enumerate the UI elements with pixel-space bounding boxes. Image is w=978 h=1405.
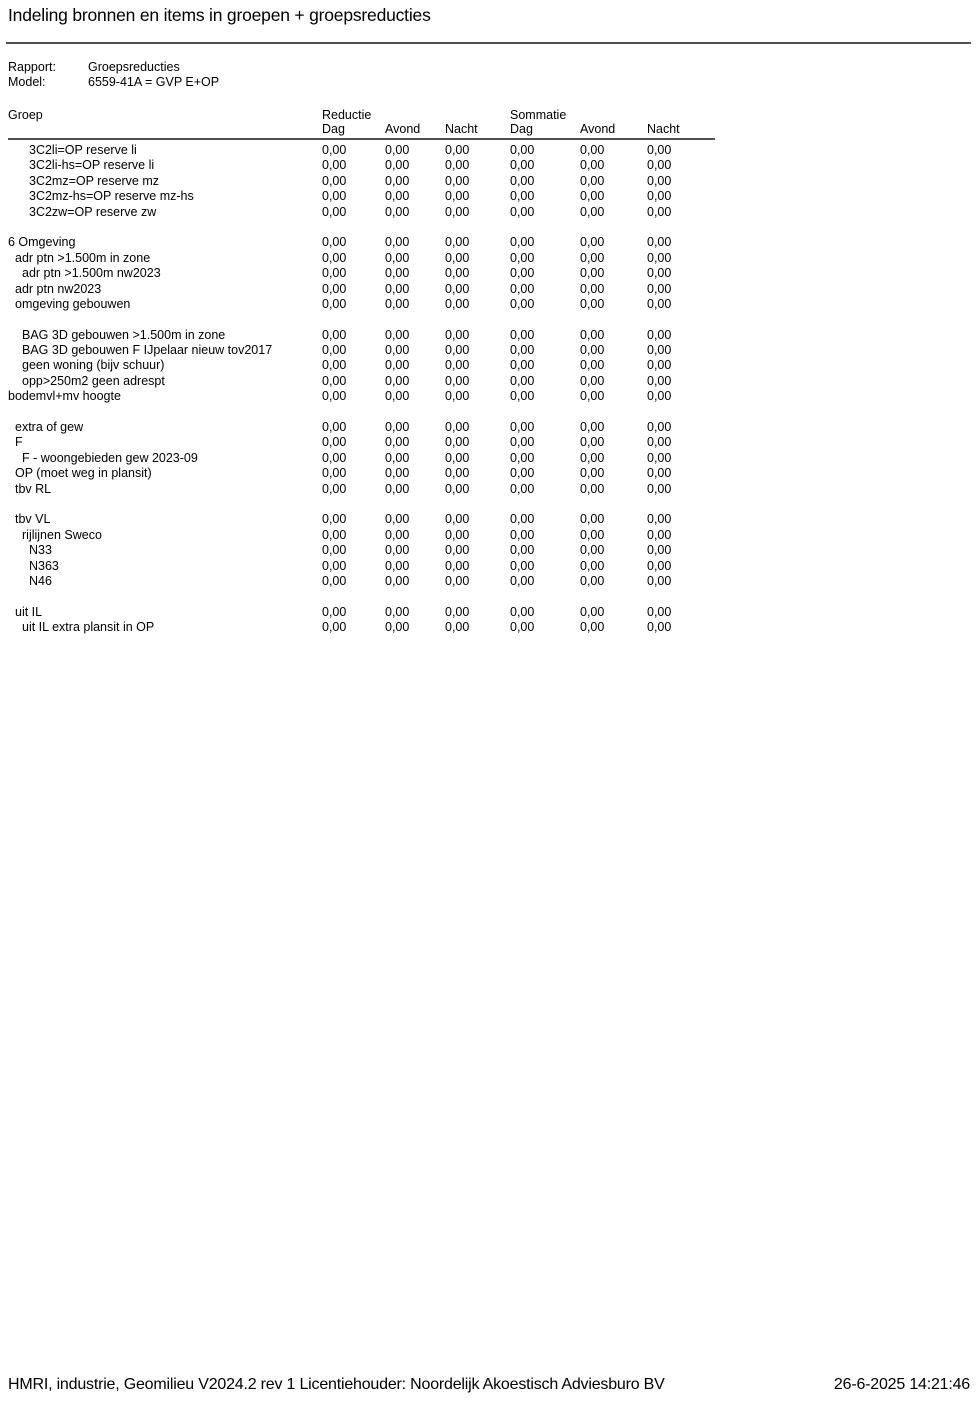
group-label: uit IL xyxy=(15,604,43,619)
value-cell: 0,00 xyxy=(510,481,535,496)
value-cell: 0,00 xyxy=(510,266,535,281)
table-row xyxy=(8,389,715,404)
value-cell: 0,00 xyxy=(580,620,605,635)
value-cell: 0,00 xyxy=(510,204,535,219)
value-cell: 0,00 xyxy=(385,296,410,311)
groepsreducties-table xyxy=(8,108,715,635)
value-cell: 0,00 xyxy=(385,466,410,481)
value-cell: 0,00 xyxy=(385,235,410,250)
group-label: uit IL extra plansit in OP xyxy=(22,620,155,635)
value-cell: 0,00 xyxy=(322,204,347,219)
group-label: BAG 3D gebouwen F IJpelaar nieuw tov2017 xyxy=(22,343,273,358)
table-row xyxy=(8,282,715,297)
value-cell: 0,00 xyxy=(445,420,470,435)
table-row xyxy=(8,466,715,481)
meta-row-model xyxy=(8,75,219,90)
value-cell: 0,00 xyxy=(647,389,672,404)
footer-license-text: HMRI, industrie, Geomilieu V2024.2 rev 1 Licentiehouder: Noordelijk Akoestisch Adviesburo BV xyxy=(8,1376,665,1393)
group-label: extra of gew xyxy=(15,420,84,435)
group-label: 3C2mz-hs=OP reserve mz-hs xyxy=(29,189,194,204)
value-cell: 0,00 xyxy=(510,327,535,342)
value-cell: 0,00 xyxy=(445,266,470,281)
value-cell: 0,00 xyxy=(322,358,347,373)
value-cell: 0,00 xyxy=(510,189,535,204)
value-cell: 0,00 xyxy=(385,389,410,404)
group-label: BAG 3D gebouwen >1.500m in zone xyxy=(22,327,226,342)
value-cell: 0,00 xyxy=(445,512,470,527)
value-cell: 0,00 xyxy=(322,604,347,619)
table-row xyxy=(8,420,715,435)
group-label: geen woning (bijv schuur) xyxy=(22,358,165,373)
value-cell: 0,00 xyxy=(385,204,410,219)
value-cell: 0,00 xyxy=(647,173,672,188)
value-cell: 0,00 xyxy=(385,450,410,465)
value-cell: 0,00 xyxy=(647,204,672,219)
value-cell: 0,00 xyxy=(322,527,347,542)
value-cell: 0,00 xyxy=(647,573,672,588)
value-cell: 0,00 xyxy=(647,604,672,619)
value-cell: 0,00 xyxy=(445,527,470,542)
group-label: tbv VL xyxy=(15,512,51,527)
column-header-reductie-dag: Dag xyxy=(322,122,345,137)
table-row xyxy=(8,174,715,189)
value-cell: 0,00 xyxy=(580,435,605,450)
value-cell: 0,00 xyxy=(445,604,470,619)
value-cell: 0,00 xyxy=(445,435,470,450)
group-label: rijlijnen Sweco xyxy=(22,527,102,542)
column-header-reductie: Reductie xyxy=(322,108,372,122)
value-cell: 0,00 xyxy=(647,250,672,265)
table-row xyxy=(8,358,715,373)
value-cell: 0,00 xyxy=(445,343,470,358)
value-cell: 0,00 xyxy=(510,420,535,435)
value-cell: 0,00 xyxy=(385,620,410,635)
column-header-spacer xyxy=(8,123,322,137)
group-label: 3C2li=OP reserve li xyxy=(29,142,137,157)
column-header-groep: Groep xyxy=(8,108,43,122)
footer-timestamp: 26-6-2025 14:21:46 xyxy=(833,1376,970,1393)
group-label: N46 xyxy=(29,573,52,588)
value-cell: 0,00 xyxy=(385,281,410,296)
value-cell: 0,00 xyxy=(445,373,470,388)
value-cell: 0,00 xyxy=(510,450,535,465)
group-label: 3C2li-hs=OP reserve li xyxy=(29,158,155,173)
group-label: 3C2mz=OP reserve mz xyxy=(29,173,160,188)
table-row xyxy=(8,435,715,450)
value-cell: 0,00 xyxy=(445,158,470,173)
value-cell: 0,00 xyxy=(322,466,347,481)
value-cell: 0,00 xyxy=(385,604,410,619)
rapport-label: Rapport: xyxy=(8,60,56,74)
value-cell: 0,00 xyxy=(510,173,535,188)
value-cell: 0,00 xyxy=(510,142,535,157)
value-cell: 0,00 xyxy=(580,373,605,388)
value-cell: 0,00 xyxy=(647,235,672,250)
group-label: 3C2zw=OP reserve zw xyxy=(29,204,157,219)
table-row xyxy=(8,235,715,250)
value-cell: 0,00 xyxy=(647,158,672,173)
table-row xyxy=(8,251,715,266)
value-cell: 0,00 xyxy=(647,543,672,558)
value-cell: 0,00 xyxy=(322,266,347,281)
table-gap-row xyxy=(8,405,715,420)
value-cell: 0,00 xyxy=(322,327,347,342)
value-cell: 0,00 xyxy=(322,543,347,558)
page-title: Indeling bronnen en items in groepen + groepsreducties xyxy=(8,5,431,25)
table-gap-row xyxy=(8,497,715,512)
table-row xyxy=(8,374,715,389)
value-cell: 0,00 xyxy=(322,512,347,527)
value-cell: 0,00 xyxy=(510,358,535,373)
rapport-value: Groepsreducties xyxy=(88,60,180,74)
value-cell: 0,00 xyxy=(322,450,347,465)
value-cell: 0,00 xyxy=(385,573,410,588)
value-cell: 0,00 xyxy=(580,543,605,558)
value-cell: 0,00 xyxy=(510,296,535,311)
value-cell: 0,00 xyxy=(580,420,605,435)
model-label: Model: xyxy=(8,75,46,90)
value-cell: 0,00 xyxy=(445,296,470,311)
value-cell: 0,00 xyxy=(580,389,605,404)
value-cell: 0,00 xyxy=(322,142,347,157)
value-cell: 0,00 xyxy=(445,450,470,465)
value-cell: 0,00 xyxy=(445,327,470,342)
value-cell: 0,00 xyxy=(445,481,470,496)
value-cell: 0,00 xyxy=(647,620,672,635)
value-cell: 0,00 xyxy=(580,558,605,573)
value-cell: 0,00 xyxy=(647,466,672,481)
value-cell: 0,00 xyxy=(445,558,470,573)
report-meta xyxy=(8,60,219,91)
value-cell: 0,00 xyxy=(647,435,672,450)
group-label: bodemvl+mv hoogte xyxy=(8,389,121,404)
value-cell: 0,00 xyxy=(445,204,470,219)
table-row xyxy=(8,620,715,635)
value-cell: 0,00 xyxy=(647,512,672,527)
value-cell: 0,00 xyxy=(510,558,535,573)
group-label: opp>250m2 geen adrespt xyxy=(22,373,165,388)
value-cell: 0,00 xyxy=(647,281,672,296)
column-header-sommatie-dag: Dag xyxy=(510,122,533,137)
value-cell: 0,00 xyxy=(510,543,535,558)
value-cell: 0,00 xyxy=(385,343,410,358)
table-row xyxy=(8,528,715,543)
table-row xyxy=(8,297,715,312)
value-cell: 0,00 xyxy=(385,358,410,373)
title-divider-rule xyxy=(6,42,971,44)
value-cell: 0,00 xyxy=(322,250,347,265)
value-cell: 0,00 xyxy=(385,512,410,527)
value-cell: 0,00 xyxy=(510,235,535,250)
value-cell: 0,00 xyxy=(385,558,410,573)
group-label: N33 xyxy=(29,543,52,558)
column-header-sommatie-avond: Avond xyxy=(580,122,616,137)
group-label: F - woongebieden gew 2023-09 xyxy=(22,450,198,465)
value-cell: 0,00 xyxy=(647,266,672,281)
value-cell: 0,00 xyxy=(580,142,605,157)
column-header-sommatie: Sommatie xyxy=(510,108,567,122)
value-cell: 0,00 xyxy=(580,450,605,465)
group-label: adr ptn nw2023 xyxy=(15,281,102,296)
value-cell: 0,00 xyxy=(580,512,605,527)
value-cell: 0,00 xyxy=(580,466,605,481)
value-cell: 0,00 xyxy=(510,158,535,173)
table-row xyxy=(8,543,715,558)
value-cell: 0,00 xyxy=(510,466,535,481)
value-cell: 0,00 xyxy=(580,173,605,188)
value-cell: 0,00 xyxy=(647,189,672,204)
table-gap-row xyxy=(8,312,715,327)
value-cell: 0,00 xyxy=(445,389,470,404)
value-cell: 0,00 xyxy=(445,142,470,157)
value-cell: 0,00 xyxy=(580,343,605,358)
value-cell: 0,00 xyxy=(322,235,347,250)
table-row xyxy=(8,143,715,158)
value-cell: 0,00 xyxy=(445,189,470,204)
table-row xyxy=(8,205,715,220)
value-cell: 0,00 xyxy=(445,358,470,373)
value-cell: 0,00 xyxy=(580,358,605,373)
value-cell: 0,00 xyxy=(322,158,347,173)
value-cell: 0,00 xyxy=(510,281,535,296)
value-cell: 0,00 xyxy=(580,527,605,542)
value-cell: 0,00 xyxy=(445,620,470,635)
value-cell: 0,00 xyxy=(385,435,410,450)
value-cell: 0,00 xyxy=(647,343,672,358)
value-cell: 0,00 xyxy=(580,250,605,265)
value-cell: 0,00 xyxy=(580,235,605,250)
table-row xyxy=(8,266,715,281)
table-row xyxy=(8,482,715,497)
value-cell: 0,00 xyxy=(647,420,672,435)
value-cell: 0,00 xyxy=(580,189,605,204)
table-header-periods xyxy=(8,123,715,137)
value-cell: 0,00 xyxy=(580,266,605,281)
value-cell: 0,00 xyxy=(385,142,410,157)
value-cell: 0,00 xyxy=(322,558,347,573)
table-gap-row xyxy=(8,589,715,604)
value-cell: 0,00 xyxy=(647,450,672,465)
table-row xyxy=(8,605,715,620)
value-cell: 0,00 xyxy=(647,558,672,573)
value-cell: 0,00 xyxy=(322,189,347,204)
value-cell: 0,00 xyxy=(580,281,605,296)
value-cell: 0,00 xyxy=(385,158,410,173)
value-cell: 0,00 xyxy=(322,343,347,358)
value-cell: 0,00 xyxy=(510,343,535,358)
table-gap-row xyxy=(8,220,715,235)
value-cell: 0,00 xyxy=(580,204,605,219)
group-label: OP (moet weg in plansit) xyxy=(15,466,152,481)
value-cell: 0,00 xyxy=(445,250,470,265)
value-cell: 0,00 xyxy=(322,420,347,435)
column-header-reductie-nacht: Nacht xyxy=(445,122,478,137)
value-cell: 0,00 xyxy=(322,173,347,188)
table-row xyxy=(8,189,715,204)
model-value: 6559-41A = GVP E+OP xyxy=(88,75,220,90)
value-cell: 0,00 xyxy=(445,573,470,588)
value-cell: 0,00 xyxy=(385,420,410,435)
table-row xyxy=(8,512,715,527)
table-row xyxy=(8,451,715,466)
value-cell: 0,00 xyxy=(445,173,470,188)
value-cell: 0,00 xyxy=(445,281,470,296)
value-cell: 0,00 xyxy=(510,373,535,388)
value-cell: 0,00 xyxy=(510,512,535,527)
value-cell: 0,00 xyxy=(580,481,605,496)
value-cell: 0,00 xyxy=(580,158,605,173)
value-cell: 0,00 xyxy=(510,527,535,542)
value-cell: 0,00 xyxy=(647,481,672,496)
value-cell: 0,00 xyxy=(510,604,535,619)
value-cell: 0,00 xyxy=(385,327,410,342)
table-row xyxy=(8,574,715,589)
table-row xyxy=(8,559,715,574)
value-cell: 0,00 xyxy=(322,573,347,588)
value-cell: 0,00 xyxy=(322,620,347,635)
table-body xyxy=(8,143,715,636)
value-cell: 0,00 xyxy=(445,543,470,558)
value-cell: 0,00 xyxy=(647,142,672,157)
meta-row-rapport xyxy=(8,60,219,75)
table-header-groups xyxy=(8,108,715,123)
value-cell: 0,00 xyxy=(385,543,410,558)
value-cell: 0,00 xyxy=(322,373,347,388)
group-label: omgeving gebouwen xyxy=(15,296,131,311)
value-cell: 0,00 xyxy=(580,327,605,342)
group-label: adr ptn >1.500m nw2023 xyxy=(22,266,161,281)
group-label: tbv RL xyxy=(15,481,52,496)
value-cell: 0,00 xyxy=(510,620,535,635)
column-header-sommatie-nacht: Nacht xyxy=(647,122,680,137)
value-cell: 0,00 xyxy=(322,435,347,450)
value-cell: 0,00 xyxy=(647,527,672,542)
group-label: N363 xyxy=(29,558,59,573)
value-cell: 0,00 xyxy=(647,327,672,342)
group-label: adr ptn >1.500m in zone xyxy=(15,250,151,265)
group-label: 6 Omgeving xyxy=(8,235,76,250)
value-cell: 0,00 xyxy=(385,189,410,204)
table-row xyxy=(8,158,715,173)
value-cell: 0,00 xyxy=(510,389,535,404)
value-cell: 0,00 xyxy=(445,235,470,250)
value-cell: 0,00 xyxy=(322,389,347,404)
value-cell: 0,00 xyxy=(647,373,672,388)
header-divider-rule xyxy=(8,138,715,140)
value-cell: 0,00 xyxy=(580,604,605,619)
value-cell: 0,00 xyxy=(510,250,535,265)
value-cell: 0,00 xyxy=(385,527,410,542)
value-cell: 0,00 xyxy=(385,250,410,265)
value-cell: 0,00 xyxy=(322,481,347,496)
value-cell: 0,00 xyxy=(322,281,347,296)
value-cell: 0,00 xyxy=(647,358,672,373)
value-cell: 0,00 xyxy=(510,435,535,450)
column-header-reductie-avond: Avond xyxy=(385,122,421,137)
value-cell: 0,00 xyxy=(322,296,347,311)
group-label: F xyxy=(15,435,23,450)
value-cell: 0,00 xyxy=(385,481,410,496)
value-cell: 0,00 xyxy=(580,573,605,588)
value-cell: 0,00 xyxy=(647,296,672,311)
page-footer xyxy=(8,1376,970,1394)
value-cell: 0,00 xyxy=(445,466,470,481)
value-cell: 0,00 xyxy=(385,266,410,281)
value-cell: 0,00 xyxy=(385,173,410,188)
value-cell: 0,00 xyxy=(580,296,605,311)
value-cell: 0,00 xyxy=(510,573,535,588)
value-cell: 0,00 xyxy=(385,373,410,388)
table-row xyxy=(8,328,715,343)
table-row xyxy=(8,343,715,358)
